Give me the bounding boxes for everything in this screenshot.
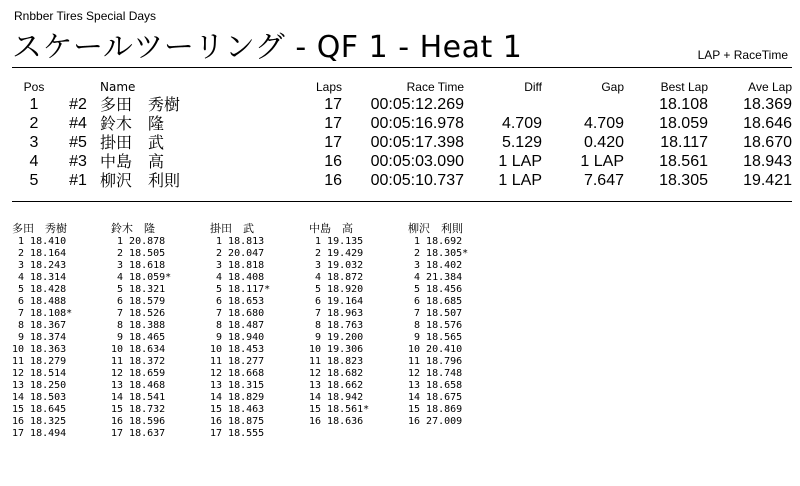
lap-list	[408, 236, 507, 428]
ave-lap: 18.670	[743, 134, 792, 151]
gap: 0.420	[583, 134, 624, 151]
lap-time: 9 18.565	[408, 332, 463, 343]
lap-time: 1 18.410	[12, 236, 67, 247]
col-gap: Gap	[601, 80, 624, 94]
lap-time: 9 19.200	[309, 332, 364, 343]
lap-column	[210, 222, 309, 440]
lap-time: 17 18.494	[12, 428, 67, 439]
ave-lap: 18.646	[743, 115, 792, 132]
table-row	[12, 152, 792, 171]
col-car-number	[56, 80, 100, 95]
lap-time: 8 18.367	[12, 320, 67, 331]
lap-time: 1 19.135	[309, 236, 364, 247]
lap-time: 8 18.487	[210, 320, 265, 331]
lap-time: 7 18.526	[111, 308, 166, 319]
driver-name: 鈴木 隆	[100, 114, 165, 133]
lap-time: 7 18.963	[309, 308, 364, 319]
report-type: LAP + RaceTime	[697, 48, 788, 62]
driver-name: 掛田 武	[100, 133, 165, 152]
lap-column	[12, 222, 111, 440]
lap-time: 16 18.875	[210, 416, 265, 427]
lap-time: 15 18.463	[210, 404, 265, 415]
lap-time: 3 19.032	[309, 260, 364, 271]
lap-time: 6 18.488	[12, 296, 67, 307]
lap-time: 4 18.872	[309, 272, 364, 283]
lap-time: 2 18.505	[111, 248, 166, 259]
lap-list	[111, 236, 210, 440]
car-number: #2	[69, 96, 87, 113]
lap-time: 13 18.468	[111, 380, 166, 391]
lap-time: 2 20.047	[210, 248, 265, 259]
lap-time: 13 18.662	[309, 380, 364, 391]
lap-time: 7 18.507	[408, 308, 463, 319]
lap-time: 2 18.305*	[408, 248, 469, 259]
lap-column-driver: 掛田 武	[210, 222, 254, 235]
lap-time: 12 18.514	[12, 368, 67, 379]
lap-time: 8 18.388	[111, 320, 166, 331]
car-number: #5	[69, 134, 87, 151]
ave-lap: 18.943	[743, 153, 792, 170]
lap-time: 14 18.541	[111, 392, 166, 403]
diff	[464, 95, 542, 114]
lap-time: 6 18.685	[408, 296, 463, 307]
event-name: Rnbber Tires Special Days	[14, 9, 157, 23]
lap-time: 5 18.321	[111, 284, 166, 295]
lap-time: 14 18.503	[12, 392, 67, 403]
results-table	[12, 80, 792, 190]
lap-time: 11 18.279	[12, 356, 67, 367]
lap-list	[210, 236, 309, 440]
lap-time: 16 27.009	[408, 416, 463, 427]
race-time: 00:05:03.090	[370, 153, 464, 170]
car-number: #1	[69, 172, 87, 189]
lap-time: 13 18.658	[408, 380, 463, 391]
lap-time: 13 18.315	[210, 380, 265, 391]
pos: 1	[29, 96, 39, 113]
lap-column	[408, 222, 507, 440]
lap-time: 1 20.878	[111, 236, 166, 247]
lap-time: 17 18.555	[210, 428, 265, 439]
diff: 4.709	[501, 115, 542, 132]
best-lap: 18.305	[659, 172, 708, 189]
lap-time: 5 18.117*	[210, 284, 271, 295]
laps: 16	[324, 153, 342, 170]
race-title: スケールツーリング - QF 1 - Heat 1	[12, 30, 523, 65]
lap-time: 4 18.059*	[111, 272, 172, 283]
gap: 4.709	[583, 115, 624, 132]
best-lap: 18.561	[659, 153, 708, 170]
diff: 1 LAP	[498, 153, 542, 170]
diff: 5.129	[501, 134, 542, 151]
lap-column-driver: 柳沢 利則	[408, 222, 463, 235]
lap-time: 9 18.465	[111, 332, 166, 343]
laps: 17	[324, 96, 342, 113]
lap-column-driver: 多田 秀樹	[12, 222, 67, 235]
lap-time: 15 18.561*	[309, 404, 370, 415]
lap-time: 5 18.428	[12, 284, 67, 295]
lap-time: 17 18.637	[111, 428, 166, 439]
lap-time: 4 18.314	[12, 272, 67, 283]
lap-time: 12 18.682	[309, 368, 364, 379]
col-best-lap: Best Lap	[660, 80, 708, 94]
lap-time: 16 18.596	[111, 416, 166, 427]
laps: 16	[324, 172, 342, 189]
lap-time: 3 18.243	[12, 260, 67, 271]
lap-times-grid	[12, 222, 507, 440]
pos: 5	[29, 172, 39, 189]
lap-time: 3 18.818	[210, 260, 265, 271]
laps: 17	[324, 115, 342, 132]
lap-time: 10 19.306	[309, 344, 364, 355]
lap-time: 6 18.653	[210, 296, 265, 307]
lap-time: 11 18.796	[408, 356, 463, 367]
lap-time: 5 18.456	[408, 284, 463, 295]
col-ave-lap: Ave Lap	[748, 80, 792, 94]
lap-time: 10 18.634	[111, 344, 166, 355]
lap-list	[12, 236, 111, 440]
lap-time: 9 18.940	[210, 332, 265, 343]
lap-time: 12 18.748	[408, 368, 463, 379]
lap-column	[111, 222, 210, 440]
race-time: 00:05:16.978	[370, 115, 464, 132]
lap-time: 1 18.692	[408, 236, 463, 247]
lap-time: 4 21.384	[408, 272, 463, 283]
gap: 7.647	[583, 172, 624, 189]
lap-time: 12 18.668	[210, 368, 265, 379]
driver-name: 多田 秀樹	[100, 95, 181, 114]
lap-time: 1 18.813	[210, 236, 265, 247]
lap-time: 5 18.920	[309, 284, 364, 295]
race-time: 00:05:12.269	[370, 96, 464, 113]
lap-time: 2 18.164	[12, 248, 67, 259]
race-time: 00:05:10.737	[370, 172, 464, 189]
lap-column-driver: 鈴木 隆	[111, 222, 155, 235]
lap-time: 9 18.374	[12, 332, 67, 343]
lap-time: 14 18.942	[309, 392, 364, 403]
lap-time: 16 18.636	[309, 416, 364, 427]
col-laps: Laps	[315, 80, 342, 94]
lap-time: 14 18.675	[408, 392, 463, 403]
pos: 2	[29, 115, 39, 132]
lap-time: 11 18.823	[309, 356, 364, 367]
lap-time: 6 19.164	[309, 296, 364, 307]
divider-top	[12, 67, 792, 68]
gap	[542, 95, 624, 114]
lap-time: 2 19.429	[309, 248, 364, 259]
best-lap: 18.108	[659, 96, 708, 113]
col-race-time: Race Time	[406, 80, 464, 94]
laps: 17	[324, 134, 342, 151]
gap: 1 LAP	[580, 153, 624, 170]
lap-time: 13 18.250	[12, 380, 67, 391]
lap-time: 16 18.325	[12, 416, 67, 427]
table-row	[12, 95, 792, 114]
lap-time: 3 18.618	[111, 260, 166, 271]
car-number: #4	[69, 115, 87, 132]
lap-time: 7 18.108*	[12, 308, 73, 319]
race-time: 00:05:17.398	[370, 134, 464, 151]
ave-lap: 19.421	[743, 172, 792, 189]
lap-time: 8 18.576	[408, 320, 463, 331]
best-lap: 18.117	[660, 134, 708, 151]
lap-time: 15 18.645	[12, 404, 67, 415]
pos: 4	[29, 153, 39, 170]
lap-time: 3 18.402	[408, 260, 463, 271]
table-row	[12, 114, 792, 133]
col-pos: Pos	[23, 80, 45, 94]
table-row	[12, 171, 792, 190]
lap-time: 7 18.680	[210, 308, 265, 319]
pos: 3	[29, 134, 39, 151]
lap-column-driver: 中島 高	[309, 222, 353, 235]
lap-column	[309, 222, 408, 440]
lap-time: 11 18.277	[210, 356, 265, 367]
lap-time: 8 18.763	[309, 320, 364, 331]
driver-name: 柳沢 利則	[100, 171, 181, 190]
table-row	[12, 133, 792, 152]
lap-time: 10 18.363	[12, 344, 67, 355]
car-number: #3	[69, 153, 87, 170]
lap-list	[309, 236, 408, 428]
lap-time: 12 18.659	[111, 368, 166, 379]
lap-time: 10 18.453	[210, 344, 265, 355]
lap-time: 15 18.732	[111, 404, 166, 415]
lap-time: 15 18.869	[408, 404, 463, 415]
lap-time: 11 18.372	[111, 356, 166, 367]
lap-time: 14 18.829	[210, 392, 265, 403]
results-header-row	[12, 80, 792, 95]
driver-name: 中島 高	[100, 152, 165, 171]
col-name: Name	[100, 80, 136, 94]
lap-time: 6 18.579	[111, 296, 166, 307]
col-diff: Diff	[524, 80, 542, 94]
diff: 1 LAP	[498, 172, 542, 189]
lap-time: 4 18.408	[210, 272, 265, 283]
lap-time: 10 20.410	[408, 344, 463, 355]
ave-lap: 18.369	[743, 96, 792, 113]
best-lap: 18.059	[659, 115, 708, 132]
divider-bottom	[12, 201, 792, 202]
